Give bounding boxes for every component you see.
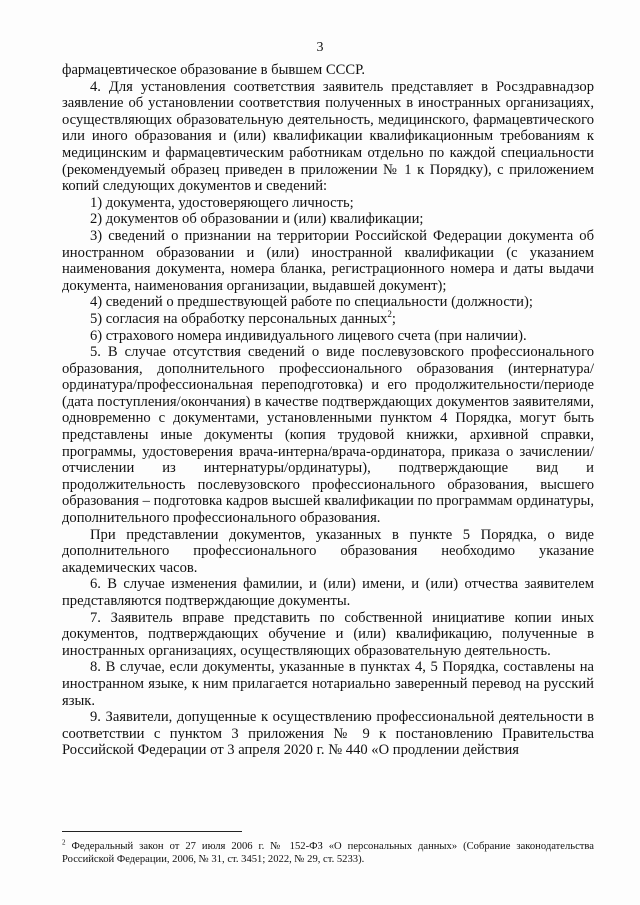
page-number: 3 xyxy=(316,40,324,55)
footnote-marker: 2 xyxy=(62,838,66,847)
document-body xyxy=(62,62,594,759)
paragraph-text: 2) документов об образовании и (или) квалификации; xyxy=(90,211,424,228)
paragraph-text: При представлении документов, указанных в пункте 5 Порядка, о виде дополнительного профессионального образования необходимо указание академических часов. xyxy=(62,526,594,576)
paragraph-text: 9. Заявители, допущенные к осуществлению профессиональной деятельности в соответствии с пунктом 3 приложения № 9 к постановлению Правительства Российской Федерации от 3 апреля 2020 г. № 440 «О продлении действия xyxy=(62,709,594,759)
paragraph xyxy=(62,211,594,228)
paragraph xyxy=(62,311,594,328)
paragraph-text-tail: ; xyxy=(391,310,396,327)
footnote xyxy=(62,840,594,867)
paragraph-text: 5) согласия на обработку персональных данных xyxy=(90,310,388,327)
paragraph-text: 5. В случае отсутствия сведений о виде послевузовского профессионального образования, дополнительного профессионального образования (интернатура/ ординатура/профессиональная переподготовка) и его продолжительности/периоде (дата поступления/окончания) в качестве подтверждающих документов заявителями, одновременно с документами, установленными пунктом 4 Порядка, могут быть представлены иные документы (копия трудовой книжки, архивной справки, программы, удостоверения врача-интерна/врача-ординатора, приказа о зачислении/отчислении из интернатуры/ординатуры), подтверждающие вид и продолжительность послевузовского профессионального образования, высшего образования – подготовка кадров высшей квалификации по программам ординатуры, дополнительного профессионального образования. xyxy=(62,344,594,527)
paragraph-text: 1) документа, удостоверяющего личность; xyxy=(90,194,354,211)
paragraph xyxy=(62,527,594,577)
paragraph-text: 8. В случае, если документы, указанные в пунктах 4, 5 Порядка, составлены на иностранном языке, к ним прилагается нотариально заверенный перевод на русский язык. xyxy=(62,659,594,709)
paragraph xyxy=(62,79,594,195)
paragraph-text: 4. Для установления соответствия заявитель представляет в Росздравнадзор заявление об установлении соответствия полученных в иностранных организациях, осуществляющих образовательную деятельность, медицинского, фармацевтического или иного образования и (или) квалификации квалификационным требованиям к медицинским и фармацевтическим работникам отдельно по каждой специальности (рекомендуемый образец приведен в приложении № 1 к Порядку), с приложением копий следующих документов и сведений: xyxy=(62,78,594,195)
paragraph xyxy=(62,610,594,660)
paragraph xyxy=(62,228,594,294)
paragraph xyxy=(62,195,594,212)
paragraph-text: 6. В случае изменения фамилии, и (или) имени, и (или) отчества заявителем представляются подтверждающие документы. xyxy=(62,576,594,609)
paragraph-text: 4) сведений о предшествующей работе по специальности (должности); xyxy=(90,294,533,311)
paragraph xyxy=(62,62,594,79)
paragraph xyxy=(62,709,594,759)
paragraph-text: фармацевтическое образование в бывшем СССР. xyxy=(62,62,366,78)
footnote-reference: 2 xyxy=(387,309,392,320)
footnote-text: Федеральный закон от 27 июля 2006 г. № 152-ФЗ «О персональных данных» (Собрание законодательства Российской Федерации, 2006, № 31, ст. 3451; 2022, № 29, ст. 5233). xyxy=(62,841,594,866)
paragraph xyxy=(62,659,594,709)
paragraph-text: 3) сведений о признании на территории Российской Федерации документа об иностранном образовании и (или) иностранной квалификации (с указанием наименования документа, номера бланка, регистрационного номера и даты выдачи документа, наименования организации, выдавшей документ); xyxy=(62,227,594,294)
paragraph xyxy=(62,576,594,609)
paragraph xyxy=(62,294,594,311)
paragraph-text: 7. Заявитель вправе представить по собственной инициативе копии иных документов, подтверждающих обучение и (или) квалификацию, полученные в иностранных организациях, осуществляющих образовательную деятельность. xyxy=(62,609,594,659)
paragraph-text: 6) страхового номера индивидуального лицевого счета (при наличии). xyxy=(90,327,527,344)
footnote-separator xyxy=(62,831,242,832)
paragraph xyxy=(62,344,594,527)
paragraph xyxy=(62,328,594,345)
